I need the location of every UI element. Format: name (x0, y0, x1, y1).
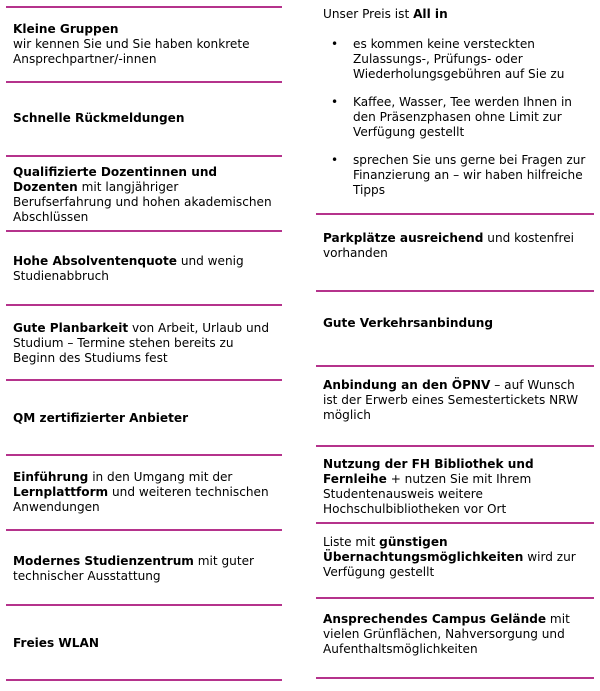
divider-rule (316, 597, 594, 599)
feature-title: Nutzung der FH Bibliothek und Fernleihe (323, 457, 534, 486)
divider-rule (316, 213, 594, 215)
feature-accommodation (323, 535, 590, 580)
list-item-text: Kaffee, Wasser, Tee werden Ihnen in den Präsenzphasen ohne Limit zur Verfügung gestellt (353, 95, 572, 139)
feature-text: + nutzen Sie mit Ihrem Studentenausweis weitere Hochschulbibliotheken vor Ort (323, 472, 532, 516)
feature-title: Gute Verkehrsanbindung (323, 316, 494, 330)
divider-rule (6, 81, 282, 83)
feature-text-2: und weiteren technischen Anwendungen (13, 485, 269, 514)
feature-title: Parkplätze ausreichend (323, 231, 484, 245)
feature-title: Einführung (13, 470, 89, 484)
feature-title: Qualifizierte Dozentinnen und Dozenten (13, 165, 218, 194)
bullet-icon: • (331, 153, 339, 167)
price-intro-bold: All in (413, 7, 448, 21)
feature-small-groups (13, 22, 278, 67)
feature-title-2: Lernplattform (13, 485, 109, 499)
feature-title: Modernes Studienzentrum (13, 554, 194, 568)
feature-study-center (13, 554, 278, 584)
feature-parking (323, 231, 590, 261)
feature-title: Ansprechendes Campus Gelände (323, 612, 547, 626)
feature-text: in den Umgang mit der (88, 470, 233, 484)
feature-campus (323, 612, 590, 657)
divider-rule (6, 604, 282, 606)
divider-rule (6, 379, 282, 381)
price-intro (323, 7, 590, 22)
divider-rule (6, 454, 282, 456)
bullet-icon: • (331, 37, 339, 51)
feature-library (323, 457, 590, 517)
feature-public-transport (323, 378, 590, 423)
divider-rule (6, 679, 282, 681)
feature-title: Schnelle Rückmeldungen (13, 111, 185, 125)
feature-title: Kleine Gruppen (13, 22, 119, 36)
divider-rule (6, 304, 282, 306)
divider-rule (6, 529, 282, 531)
list-item-text: sprechen Sie uns gerne bei Fragen zur Finanzierung an – wir haben hilfreiche Tipps (353, 153, 586, 197)
divider-rule (6, 6, 282, 8)
divider-rule (316, 290, 594, 292)
divider-rule (6, 155, 282, 157)
feature-text: wir kennen Sie und Sie haben konkrete Ansprechpartner/-innen (13, 37, 250, 66)
feature-text: wird zur Verfügung gestellt (323, 550, 576, 579)
bullet-icon: • (331, 95, 339, 109)
feature-title: Hohe Absolventenquote (13, 254, 177, 268)
feature-text: mit guter technischer Ausstattung (13, 554, 254, 583)
feature-graduation-rate (13, 254, 278, 284)
divider-rule (6, 230, 282, 232)
feature-lecturers (13, 165, 278, 225)
feature-title: QM zertifizierter Anbieter (13, 411, 189, 425)
list-item (323, 95, 590, 140)
divider-rule (316, 445, 594, 447)
feature-title: Gute Planbarkeit (13, 321, 129, 335)
feature-title: Anbindung an den ÖPNV (323, 378, 491, 392)
feature-text: und wenig Studienabbruch (13, 254, 244, 283)
feature-text: mit vielen Grünflächen, Nahversorgung und Aufenthaltsmöglichkeiten (323, 612, 570, 656)
feature-fast-feedback (13, 111, 278, 126)
feature-learning-platform (13, 470, 278, 515)
feature-transport (323, 316, 590, 331)
feature-wifi (13, 636, 278, 651)
feature-text: von Arbeit, Urlaub und Studium – Termine stehen bereits zu Beginn des Studiums fest (13, 321, 269, 365)
feature-text: und kostenfrei vorhanden (323, 231, 575, 260)
feature-planning (13, 321, 278, 366)
feature-text: – auf Wunsch ist der Erwerb eines Semestertickets NRW möglich (323, 378, 579, 422)
feature-qm-certified (13, 411, 278, 426)
divider-rule (316, 365, 594, 367)
list-item (323, 37, 590, 82)
list-item-text: es kommen keine versteckten Zulassungs-, Prüfungs- oder Wiederholungsgebühren auf Sie zu (353, 37, 565, 81)
divider-rule (316, 522, 594, 524)
feature-prefix: Liste mit (323, 535, 380, 549)
price-intro-text: Unser Preis ist (323, 7, 414, 21)
feature-text: mit langjähriger Berufserfahrung und hohen akademischen Abschlüssen (13, 180, 272, 224)
price-bullet-list (323, 37, 590, 198)
divider-rule (316, 677, 594, 679)
list-item (323, 153, 590, 198)
feature-title: günstigen Übernachtungsmöglichkeiten (323, 535, 524, 564)
feature-title: Freies WLAN (13, 636, 99, 650)
